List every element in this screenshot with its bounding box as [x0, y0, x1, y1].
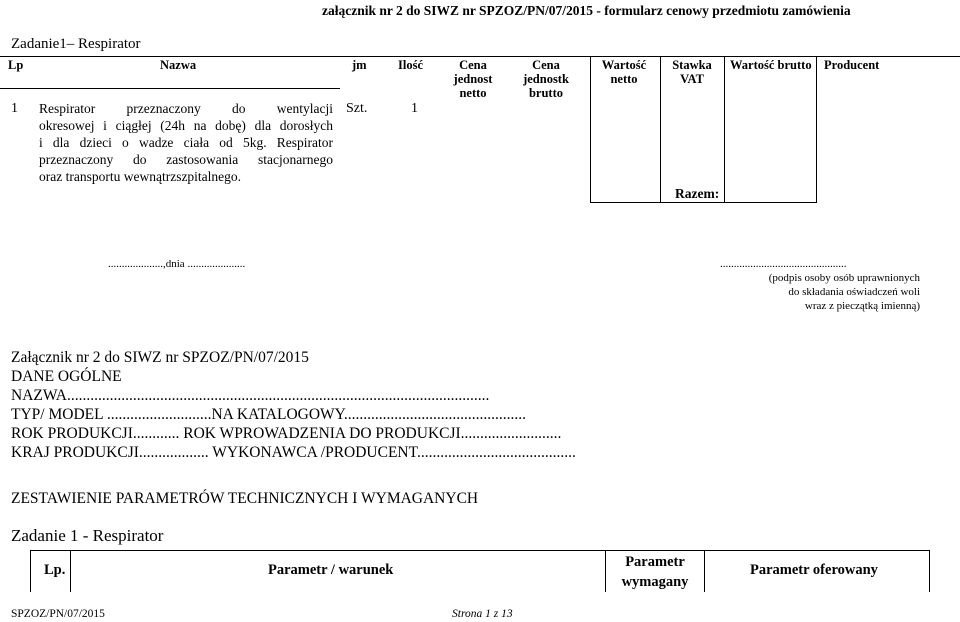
row-lp: 1 — [11, 101, 18, 116]
footer-doc-id: SPZOZ/PN/07/2015 — [11, 608, 105, 620]
param-col-oferowany: Parametr oferowany — [750, 562, 878, 578]
col-wartosc-brutto-header: Wartość brutto — [730, 58, 812, 72]
param-col-warunek: Parametr / warunek — [268, 562, 394, 578]
razem-label: Razem: — [675, 186, 720, 201]
general-heading: DANE OGÓLNE — [11, 368, 122, 385]
zadanie-heading: Zadanie 1 - Respirator — [11, 526, 164, 545]
document-header-title: załącznik nr 2 do SIWZ nr SPZOZ/PN/07/2015 - formularz cenowy przedmiotu zamówienia — [322, 3, 851, 18]
zestawienie-heading: ZESTAWIENIE PARAMETRÓW TECHNICZNYCH I WYMAGANYCH — [11, 490, 479, 507]
col-wartosc-netto-header: Wartość netto — [601, 58, 647, 86]
general-name-line: NAZWA............................................................................................................. — [11, 387, 490, 404]
task-title: Zadanie1– Respirator — [11, 36, 141, 52]
col-cena-netto-header: Cena jednost netto — [453, 58, 493, 100]
col-stawka-vat-header: Stawka VAT — [672, 58, 712, 86]
col-jm-header: jm — [352, 58, 367, 72]
signature-block: .............................................. (podpis osoby osób uprawnionych do składania oświadczeń woli wraz z pieczątką imienną) — [720, 258, 920, 312]
price-table — [0, 56, 960, 204]
row-jm: Szt. — [346, 101, 368, 116]
param-table-header — [30, 550, 930, 592]
general-data — [11, 348, 576, 462]
general-annex-line: Załącznik nr 2 do SIWZ nr SPZOZ/PN/07/2015 — [11, 349, 309, 366]
col-producent-header: Producent — [824, 58, 880, 72]
general-type-line: TYP/ MODEL ...........................NA KATALOGOWY............................................... — [11, 406, 526, 423]
date-line: ....................,dnia ..................... — [108, 258, 246, 270]
row-ilosc: 1 — [411, 101, 418, 116]
param-col-lp: Lp. — [44, 562, 66, 578]
col-ilosc-header: Ilość — [398, 58, 423, 72]
col-lp-header: Lp — [8, 58, 24, 72]
param-col-wymagany: Parametr wymagany — [621, 554, 689, 590]
general-year-line: ROK PRODUKCJI............ ROK WPROWADZENIA DO PRODUKCJI.......................... — [11, 425, 562, 442]
row-nazwa: Respirator przeznaczony do wentylacji okresowej i ciągłej (24h na dobę) dla dorosłych i dla dzieci o wadze ciała od 5kg. Respirator przeznaczony do zastosowania stacjonarnego oraz transportu wewnątrzszpitalnego. — [39, 101, 333, 184]
col-nazwa-header: Nazwa — [160, 58, 197, 72]
general-country-line: KRAJ PRODUKCJI.................. WYKONAWCA /PRODUCENT......................................... — [11, 444, 576, 461]
footer-page-number: Strona 1 z 13 — [452, 608, 513, 620]
col-cena-brutto-header: Cena jednostk brutto — [523, 58, 569, 100]
